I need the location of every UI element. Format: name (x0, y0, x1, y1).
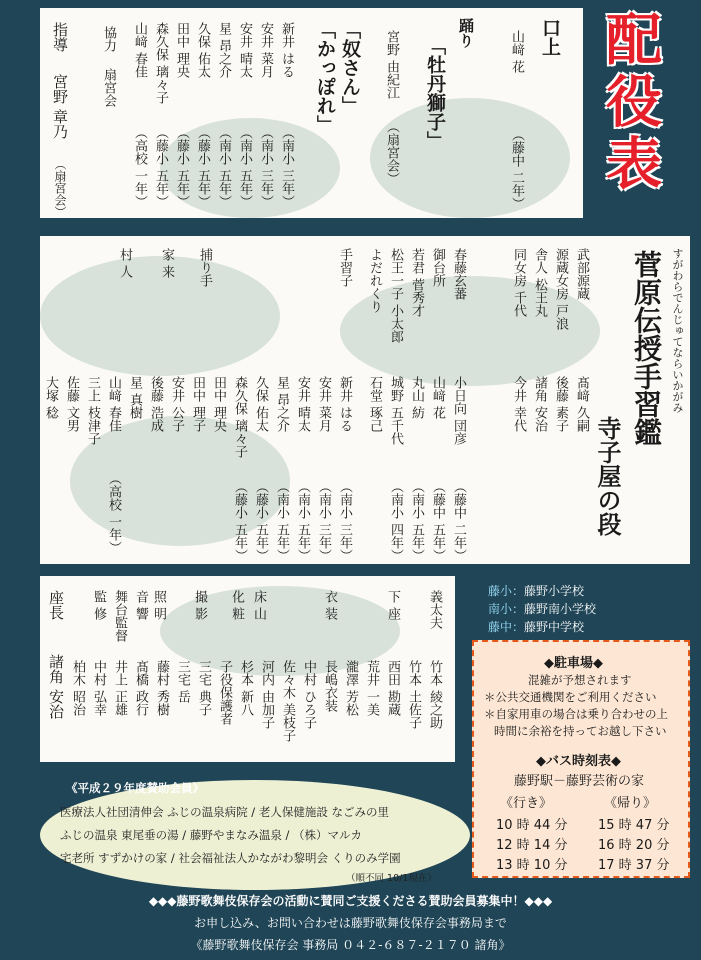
page-title: 配役表 (597, 10, 663, 196)
staff-name: 瀧澤 芳松 (343, 660, 358, 717)
staff-name: 子役保護者 (217, 660, 232, 725)
actor-name: 安井 晴太 (295, 376, 310, 433)
actor-school: （藤中 五年） (430, 480, 445, 563)
actor-school: （南小 五年） (409, 480, 424, 563)
staff-role: 照 明 (151, 590, 166, 621)
staff-name: 中村 弘幸 (91, 660, 106, 717)
bus-go-time: 10 時 44 分 (496, 818, 568, 833)
bus-go-time: 12 時 14 分 (496, 838, 568, 853)
bus-heading: ◆バス時刻表◆ (536, 754, 621, 769)
actor-name: 諸角 安治 (532, 376, 547, 433)
dancer-school: （藤小 五年） (153, 126, 168, 209)
cast-panel-sugawara (40, 236, 690, 564)
zacho-name: 諸角 安治 (47, 654, 65, 719)
bus-return-time: 17 時 37 分 (598, 858, 670, 873)
staff-name: 長嶋衣装 (322, 660, 337, 712)
zacho-label: 座長 (47, 590, 65, 620)
actor-name: 安井 公子 (169, 376, 184, 433)
actor-name: 森久保 璃々子 (232, 376, 247, 459)
actor-name: 田中 理央 (211, 376, 226, 433)
kyoryoku-label: 協力 (101, 26, 116, 52)
actor-school: （藤中 二年） (451, 480, 466, 563)
actor-name: 田中 理子 (190, 376, 205, 433)
actor-name: 髙﨑 久嗣 (574, 376, 589, 433)
dancer-name: 田中 理央 (174, 22, 189, 79)
staff-role: 舞台監督 (112, 590, 127, 642)
actor-name: 三上 枝津子 (85, 376, 100, 446)
role-label: 舎人 松王丸 (532, 248, 547, 318)
bus-go-time: 13 時 10 分 (496, 858, 568, 873)
staff-name: 佐々木 美枝子 (280, 660, 295, 743)
role-label: 同女房 千代 (511, 248, 526, 318)
staff-role: 床 山 (251, 590, 266, 621)
staff-role: 下 座 (385, 590, 400, 621)
staff-role: 衣 装 (322, 590, 337, 621)
actor-name: 星 昂之介 (274, 376, 289, 433)
legend-item: 藤小：藤野小学校 (488, 584, 585, 598)
dancer-name: 安井 菜月 (258, 22, 273, 79)
play-scene: 寺子屋の段 (593, 416, 622, 536)
contact-line: お申し込み、お問い合わせは藤野歌舞伎保存会事務局まで (194, 916, 507, 930)
parking-line: ＊公共交通機関をご利用ください (484, 690, 657, 704)
shido-label: 指導 (51, 22, 69, 52)
play-reading: すがわらでんじゅてならいかがみ (671, 248, 684, 413)
cast-panel-kojo-odori (40, 8, 583, 218)
decor-shape (370, 98, 570, 218)
sponsor-line: 宅老所 すずかけの家 / 社会福祉法人かながわ黎明会 くりのみ学園 (60, 851, 401, 865)
sponsor-line: ふじの温泉 東尾垂の湯 / 藤野やまなみ温泉 / （株）マルカ (60, 828, 363, 842)
dancer-name: 久保 佑太 (195, 22, 210, 79)
dance-title: 「かっぽれ」 (314, 20, 336, 134)
parking-line: 時間に余裕を持ってお越し下さい (494, 724, 667, 738)
role-label: 捕り手 (197, 248, 212, 287)
office-line: 《藤野歌舞伎保存会 事務局 ０４２-６８７-２１７０ 諸角》 (190, 938, 511, 952)
dancer-school: （南小 三年） (279, 126, 294, 209)
role-label: 手習子 (337, 248, 352, 287)
dancer-school: （高校 一年） (132, 126, 147, 209)
dancer-name: 新井 はる (279, 22, 294, 79)
sponsor-heading: 《平成２９年度賛助会員》 (66, 781, 204, 795)
miyano-yukie: 宮野 由紀江 (384, 30, 399, 100)
legend-item: 藤中：藤野中学校 (488, 620, 585, 634)
actor-name: 佐藤 文男 (64, 376, 79, 433)
staff-role: 義太夫 (427, 590, 442, 629)
dancer-school: （南小 五年） (216, 126, 231, 209)
role-label: 村 人 (117, 248, 132, 279)
staff-name: 三宅 岳 (175, 660, 190, 704)
staff-name: 中村 ひろ子 (301, 660, 316, 730)
staff-role: 撮 影 (192, 590, 207, 621)
kojo-name: 山﨑 花 (509, 30, 524, 74)
bus-go-label: 《行き》 (500, 796, 553, 811)
actor-name: 丸山 紡 (409, 376, 424, 420)
actor-name: 大塚 稔 (43, 376, 58, 420)
actor-name: 山﨑 春佳 (106, 376, 121, 433)
staff-role: 化 粧 (229, 590, 244, 621)
actor-school: （南小 三年） (337, 480, 352, 563)
role-label: よだれくり (367, 248, 382, 313)
odori-label: 踊り (457, 18, 475, 48)
miyano-yukie-aff: （扇宮会） (384, 120, 399, 185)
role-label: 若君 菅秀才 (409, 248, 424, 318)
shido-name: 宮野 章乃 (51, 74, 69, 139)
actor-school: （南小 五年） (295, 480, 310, 563)
sponsor-line: 医療法人社団清伸会 ふじの温泉病院 / 老人保健施設 なごみの里 (60, 805, 389, 819)
staff-role: 監 修 (91, 590, 106, 621)
actor-name: 後藤 浩成 (148, 376, 163, 433)
dancer-name: 森久保 璃々子 (153, 22, 168, 105)
dancer-school: （藤小 五年） (195, 126, 210, 209)
actor-name: 石堂 琢己 (367, 376, 382, 433)
dancer-name: 星 昂之介 (216, 22, 231, 79)
staff-name: 西田 勘蔵 (385, 660, 400, 717)
staff-name: 荒井 一美 (364, 660, 379, 717)
dance-title: 「牡丹獅子」 (424, 36, 446, 150)
parking-heading: ◆駐車場◆ (544, 656, 603, 671)
kojo-school: （藤中 二年） (509, 128, 524, 211)
actor-name: 新井 はる (337, 376, 352, 433)
bus-route: 藤野駅－藤野芸術の家 (514, 774, 645, 789)
staff-name: 竹本 土佐子 (406, 660, 421, 730)
dance-title: 「奴さん」 (339, 20, 361, 115)
bus-return-label: 《帰り》 (604, 796, 657, 811)
role-label: 松王一子 小太郎 (388, 248, 403, 344)
actor-name: 久保 佑太 (253, 376, 268, 433)
actor-name: 小日向 団彦 (451, 376, 466, 446)
staff-name: 藤村 秀樹 (154, 660, 169, 717)
staff-name: 河内 由加子 (259, 660, 274, 730)
staff-role: 音 響 (133, 590, 148, 621)
actor-school: （藤小 五年） (232, 480, 247, 563)
actor-school: （高校 一年） (106, 472, 121, 555)
recruit-banner: ◆◆◆藤野歌舞伎保存会の活動に賛同ご支援くださる賛助会員募集中！◆◆◆ (148, 894, 553, 908)
sponsor-note: （順不同 10/1現在） (346, 873, 437, 884)
parking-line: ＊自家用車の場合は乗り合わせの上 (484, 707, 668, 721)
staff-name: 杉本 新八 (238, 660, 253, 717)
actor-name: 安井 菜月 (316, 376, 331, 433)
actor-name: 後藤 素子 (553, 376, 568, 433)
dancer-name: 山﨑 春佳 (132, 22, 147, 79)
actor-school: （南小 三年） (316, 480, 331, 563)
role-label: 源蔵女房 戸浪 (553, 248, 568, 331)
play-title: 菅原伝授手習鑑 (630, 250, 663, 446)
staff-name: 髙橋 政行 (133, 660, 148, 717)
staff-name: 竹本 綾之助 (427, 660, 442, 730)
staff-name: 柏木 昭治 (70, 660, 85, 717)
actor-school: （南小 四年） (388, 480, 403, 563)
staff-panel (40, 576, 455, 762)
role-label: 御台所 (430, 248, 445, 287)
kyoryoku-value: 扇宮会 (101, 68, 116, 107)
staff-name: 井上 正雄 (112, 660, 127, 717)
legend-item: 南小：藤野南小学校 (488, 602, 597, 616)
actor-school: （南小 五年） (274, 480, 289, 563)
bus-return-time: 16 時 20 分 (598, 838, 670, 853)
role-label: 春藤玄蕃 (451, 248, 466, 300)
actor-name: 城野 五千代 (388, 376, 403, 446)
dancer-school: （藤小 五年） (174, 126, 189, 209)
role-label: 武部源蔵 (574, 248, 589, 300)
shido-aff: （扇宮会） (53, 158, 67, 218)
actor-school: （藤小 五年） (253, 480, 268, 563)
dancer-school: （南小 五年） (237, 126, 252, 209)
actor-name: 山﨑 花 (430, 376, 445, 420)
role-label: 家 来 (159, 248, 174, 279)
parking-bus-info (472, 640, 690, 878)
actor-name: 星 真樹 (127, 376, 142, 420)
bus-return-time: 15 時 47 分 (598, 818, 670, 833)
dancer-school: （南小 三年） (258, 126, 273, 209)
dancer-name: 安井 晴太 (237, 22, 252, 79)
parking-line: 混雑が予想されます (528, 673, 632, 687)
actor-name: 今井 幸代 (511, 376, 526, 433)
kojo-heading: 口上 (539, 18, 561, 56)
staff-name: 三宅 典子 (196, 660, 211, 717)
